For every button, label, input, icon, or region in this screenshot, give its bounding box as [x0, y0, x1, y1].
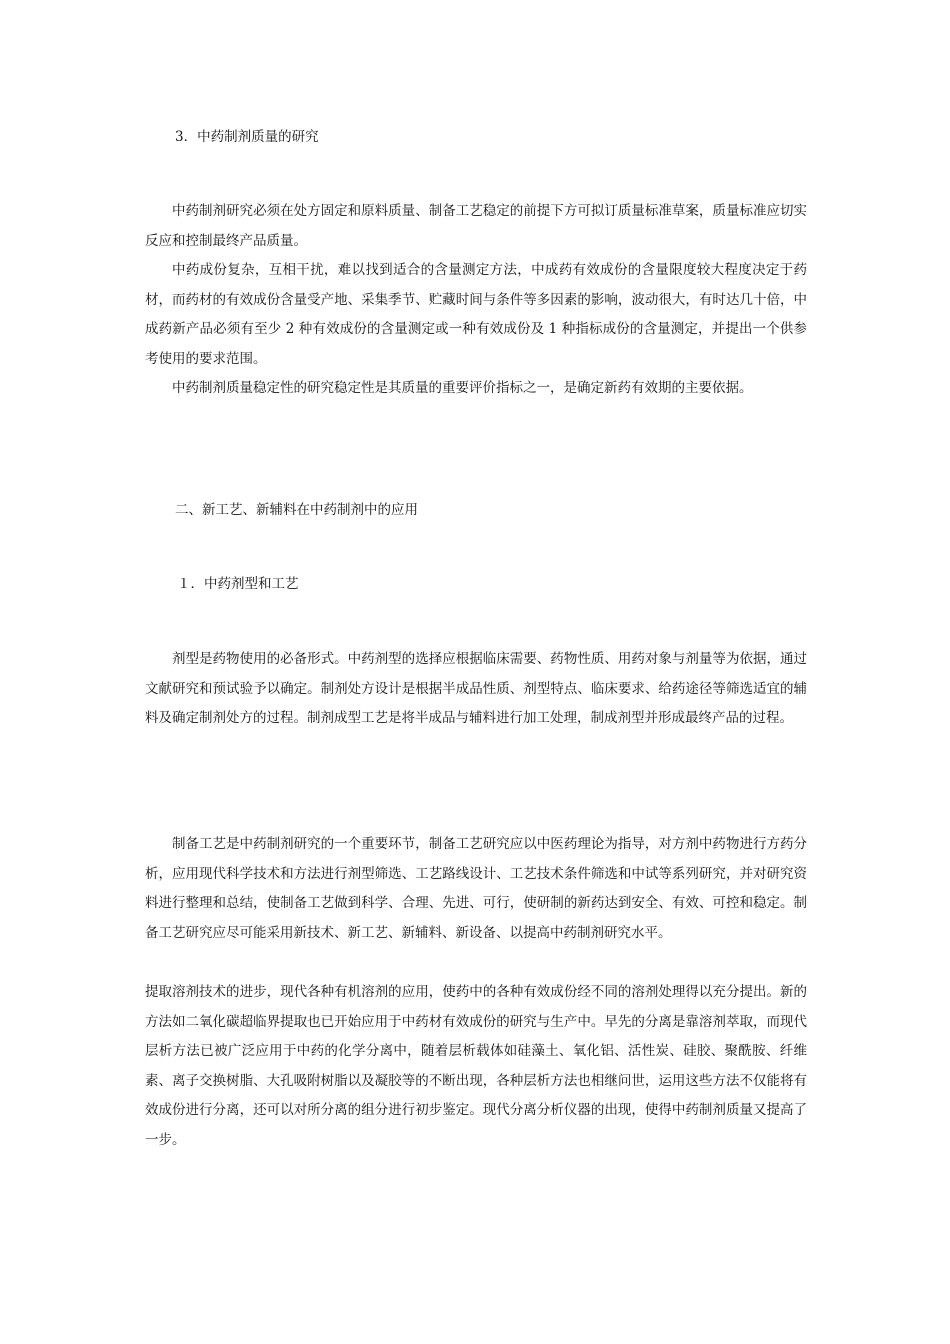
paragraph: 中药制剂研究必须在处方固定和原料质量、制备工艺稳定的前提下方可拟订质量标准草案，质量标准应切实反应和控制最终产品质量。 — [145, 203, 807, 249]
paragraph: 制备工艺是中药制剂研究的一个重要环节，制备工艺研究应以中医药理论为指导，对方剂中药物进行方药分析，应用现代科学技术和方法进行剂型筛选、工艺路线设计、工艺技术条件筛选和中试等系列研究，并对研究资料进行整理和总结，使制备工艺做到科学、合理、先进、可行，使研制的新药达到安全、有效、可控和稳定。制备工艺研究应尽可能采用新技术、新工艺、新辅料、新设备、以提高中药制剂研究水平。 — [145, 836, 807, 941]
extraction-body — [145, 978, 807, 1155]
paragraph: 中药成份复杂，互相干扰，难以找到适合的含量测定方法，中成药有效成份的含量限度较大程度决定于药材，而药材的有效成份含量受产地、采集季节、贮藏时间与条件等多因素的影响，波动很大，有时达几十倍，中成药新产品必须有至少 2 种有效成份的含量测定或一种有效成份及 1 种指标成份的含量测定，并提出一个供参考使用的要求范围。 — [145, 262, 807, 367]
subsection-heading-dosage-forms: １．中药剂型和工艺 — [177, 576, 299, 592]
section-heading-quality-research: 3．中药制剂质量的研究 — [175, 129, 319, 145]
paragraph: 中药制剂质量稳定性的研究稳定性是其质量的重要评价指标之一，是确定新药有效期的主要依据。 — [172, 380, 753, 396]
quality-research-body — [145, 197, 807, 404]
paragraph: 剂型是药物使用的必备形式。中药剂型的选择应根据临床需要、药物性质、用药对象与剂量等为依据，通过文献研究和预试验予以确定。制剂处方设计是根据半成品性质、剂型特点、临床要求、给药途径等筛选适宜的辅料及确定制剂处方的过程。制剂成型工艺是将半成品与辅料进行加工处理，制成剂型并形成最终产品的过程。 — [145, 651, 807, 726]
dosage-forms-body — [145, 645, 807, 734]
process-body — [145, 830, 807, 948]
section-heading-new-tech: 二、新工艺、新辅料在中药制剂中的应用 — [175, 502, 418, 518]
paragraph: 提取溶剂技术的进步，现代各种有机溶剂的应用，使药中的各种有效成份经不同的溶剂处理得以充分提出。新的方法如二氧化碳超临界提取也已开始应用于中药材有效成份的研究与生产中。早先的分离是靠溶剂萃取，而现代层析方法已被广泛应用于中药的化学分离中，随着层析载体如硅藻土、氧化铝、活性炭、硅胶、聚酰胺、纤维素、离子交换树脂、大孔吸附树脂以及凝胶等的不断出现，各种层析方法也相继问世，运用这些方法不仅能将有效成份进行分离，还可以对所分离的组分进行初步鉴定。现代分离分析仪器的出现，使得中药制剂质量又提高了一步。 — [145, 984, 807, 1148]
